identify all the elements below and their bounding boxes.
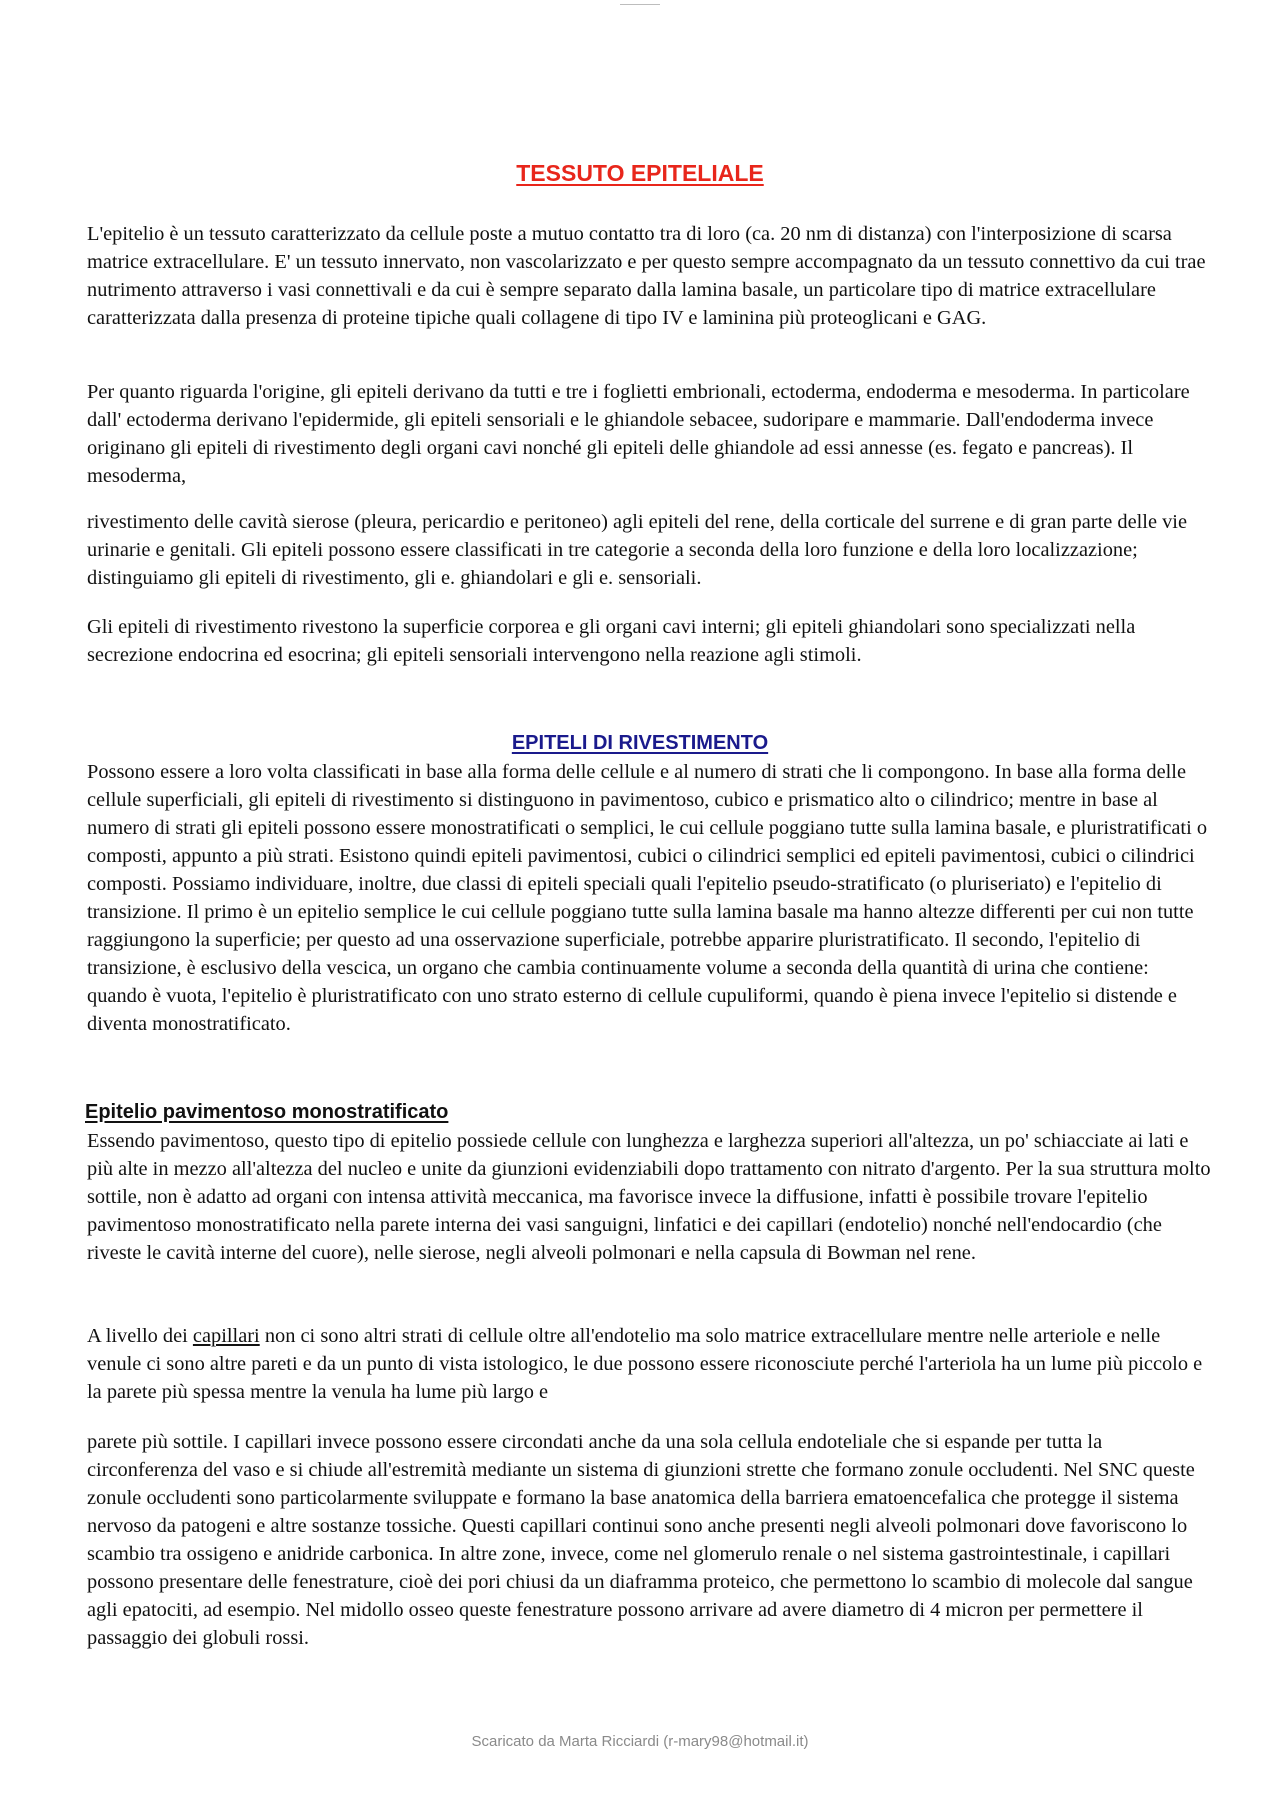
intro-paragraph-3: rivestimento delle cavità sierose (pleura, pericardio e peritoneo) agli epiteli del rene, della corticale del surrene e di gran parte delle vie urinarie e genitali. Gli epiteli possono essere classificati in tre categorie a seconda della loro funzione e della loro localizzazione; distinguiamo gli epiteli di rivestimento, gli e. ghiandolari e gli e. sensoriali. [87, 511, 1188, 589]
pavimentoso-paragraph: Essendo pavimentoso, questo tipo di epitelio possiede cellule con lunghezza e larghezza superiori all'altezza, un po' schiacciate ai lati e più alte in mezzo all'altezza del nucleo e unite da giunzioni evidenziabili dopo trattamento con nitrato d'argento. Per la sua struttura molto sottile, non è adatto ad organi con intensa attività meccanica, ma favorisce invece la diffusione, infatti è possibile trovare l'epitelio pavimentoso monostratificato nella parete interna dei vasi sanguigni, linfatici e dei capillari (endotelio) nonché nell'endocardio (che riveste le cavità interne del cuore), nelle sierose, negli alveoli polmonari e nella capsula di Bowman nel rene. [87, 1130, 1211, 1264]
capillari-intro-text: A livello dei [87, 1325, 193, 1347]
capillari-rest-text: non ci sono altri strati di cellule oltre all'endotelio ma solo matrice extracellulare mentre nelle arteriole e nelle venule ci sono altre pareti e da un punto di vista istologico, le due possono essere riconosciute perché l'arteriola ha un lume più piccolo e la parete più spessa mentre la venula ha lume più largo e [87, 1325, 1203, 1403]
section-heading-pavimentoso: Epitelio pavimentoso monostratificato [85, 1101, 449, 1123]
capillari-paragraph [87, 1322, 1212, 1406]
download-footer: Scaricato da Marta Ricciardi (r-mary98@hotmail.it) [471, 1733, 809, 1750]
intro-paragraph-1: L'epitelio è un tessuto caratterizzato da cellule poste a mutuo contatto tra di loro (ca. 20 nm di distanza) con l'interposizione di scarsa matrice extracellulare. E' un tessuto innervato, non vascolarizzato e per questo sempre accompagnato da un tessuto connettivo da cui trae nutrimento attraverso i vasi connettivali e da cui è sempre separato dalla lamina basale, un particolare tipo di matrice extracellulare caratterizzata dalla presenza di proteine tipiche quali collagene di tipo IV e laminina più proteoglicani e GAG. [87, 223, 1206, 329]
page-title: TESSUTO EPITELIALE [516, 160, 764, 186]
capillari-underlined-word: capillari [192, 1325, 260, 1347]
continuation-paragraph: parete più sottile. I capillari invece possono essere circondati anche da una sola cellula endoteliale che si espande per tutta la circonferenza del vaso e si chiude all'estremità mediante un sistema di giunzioni strette che formano zonule occludenti. Nel SNC queste zonule occludenti sono particolarmente sviluppate e formano la base anatomica della barriera ematoencefalica che protegge il sistema nervoso da patogeni e altre sostanze tossiche. Questi capillari continui sono anche presenti negli alveoli polmonari dove favoriscono lo scambio tra ossigeno e anidride carbonica. In altre zone, invece, come nel glomerulo renale o nel sistema gastrointestinale, i capillari possono presentare delle fenestrature, cioè dei pori chiusi da un diaframma proteico, che permettono lo scambio di molecole dal sangue agli epatociti, ad esempio. Nel midollo osseo queste fenestrature possono arrivare ad avere diametro di 4 micron per permettere il passaggio dei globuli rossi. [87, 1431, 1195, 1649]
rivestimento-paragraph: Possono essere a loro volta classificati in base alla forma delle cellule e al numero di strati che li compongono. In base alla forma delle cellule superficiali, gli epiteli di rivestimento si distinguono in pavimentoso, cubico e prismatico alto o cilindrico; mentre in base al numero di strati gli epiteli possono essere monostratificati o semplici, le cui cellule poggiano tutte sulla lamina basale, e pluristratificati o composti, appunto a più strati. Esistono quindi epiteli pavimentosi, cubici o cilindrici semplici ed epiteli pavimentosi, cubici o cilindrici composti. Possiamo individuare, inoltre, due classi di epiteli speciali quali l'epitelio pseudo-stratificato (o pluriseriato) e l'epitelio di transizione. Il primo è un epitelio semplice le cui cellule poggiano tutte sulla lamina basale ma hanno altezze differenti per cui non tutte raggiungono la superficie; per questo ad una osservazione superficiale, potrebbe apparire pluristratificato. Il secondo, l'epitelio di transizione, è esclusivo della vescica, un organo che cambia continuamente volume a seconda della quantità di urina che contiene: quando è vuota, l'epitelio è pluristratificato con uno strato esterno di cellule cupuliformi, quando è piena invece l'epitelio si distende e diventa monostratificato. [87, 761, 1208, 1035]
intro-paragraph-4: Gli epiteli di rivestimento rivestono la superficie corporea e gli organi cavi interni; gli epiteli ghiandolari sono specializzati nella secrezione endocrina ed esocrina; gli epiteli sensoriali intervengono nella reazione agli stimoli. [87, 616, 1136, 666]
section-heading-rivestimento: EPITELI DI RIVESTIMENTO [511, 732, 769, 754]
intro-paragraph-2: Per quanto riguarda l'origine, gli epiteli derivano da tutti e tre i foglietti embrionali, ectoderma, endoderma e mesoderma. In particolare dall' ectoderma derivano l'epidermide, gli epiteli sensoriali e le ghiandole sebacee, sudoripare e mammarie. Dall'endoderma invece originano gli epiteli di rivestimento degli organi cavi nonché gli epiteli delle ghiandole ad essi annesse (es. fegato e pancreas). Il mesoderma, [87, 381, 1190, 487]
page-top-mark [620, 0, 660, 5]
